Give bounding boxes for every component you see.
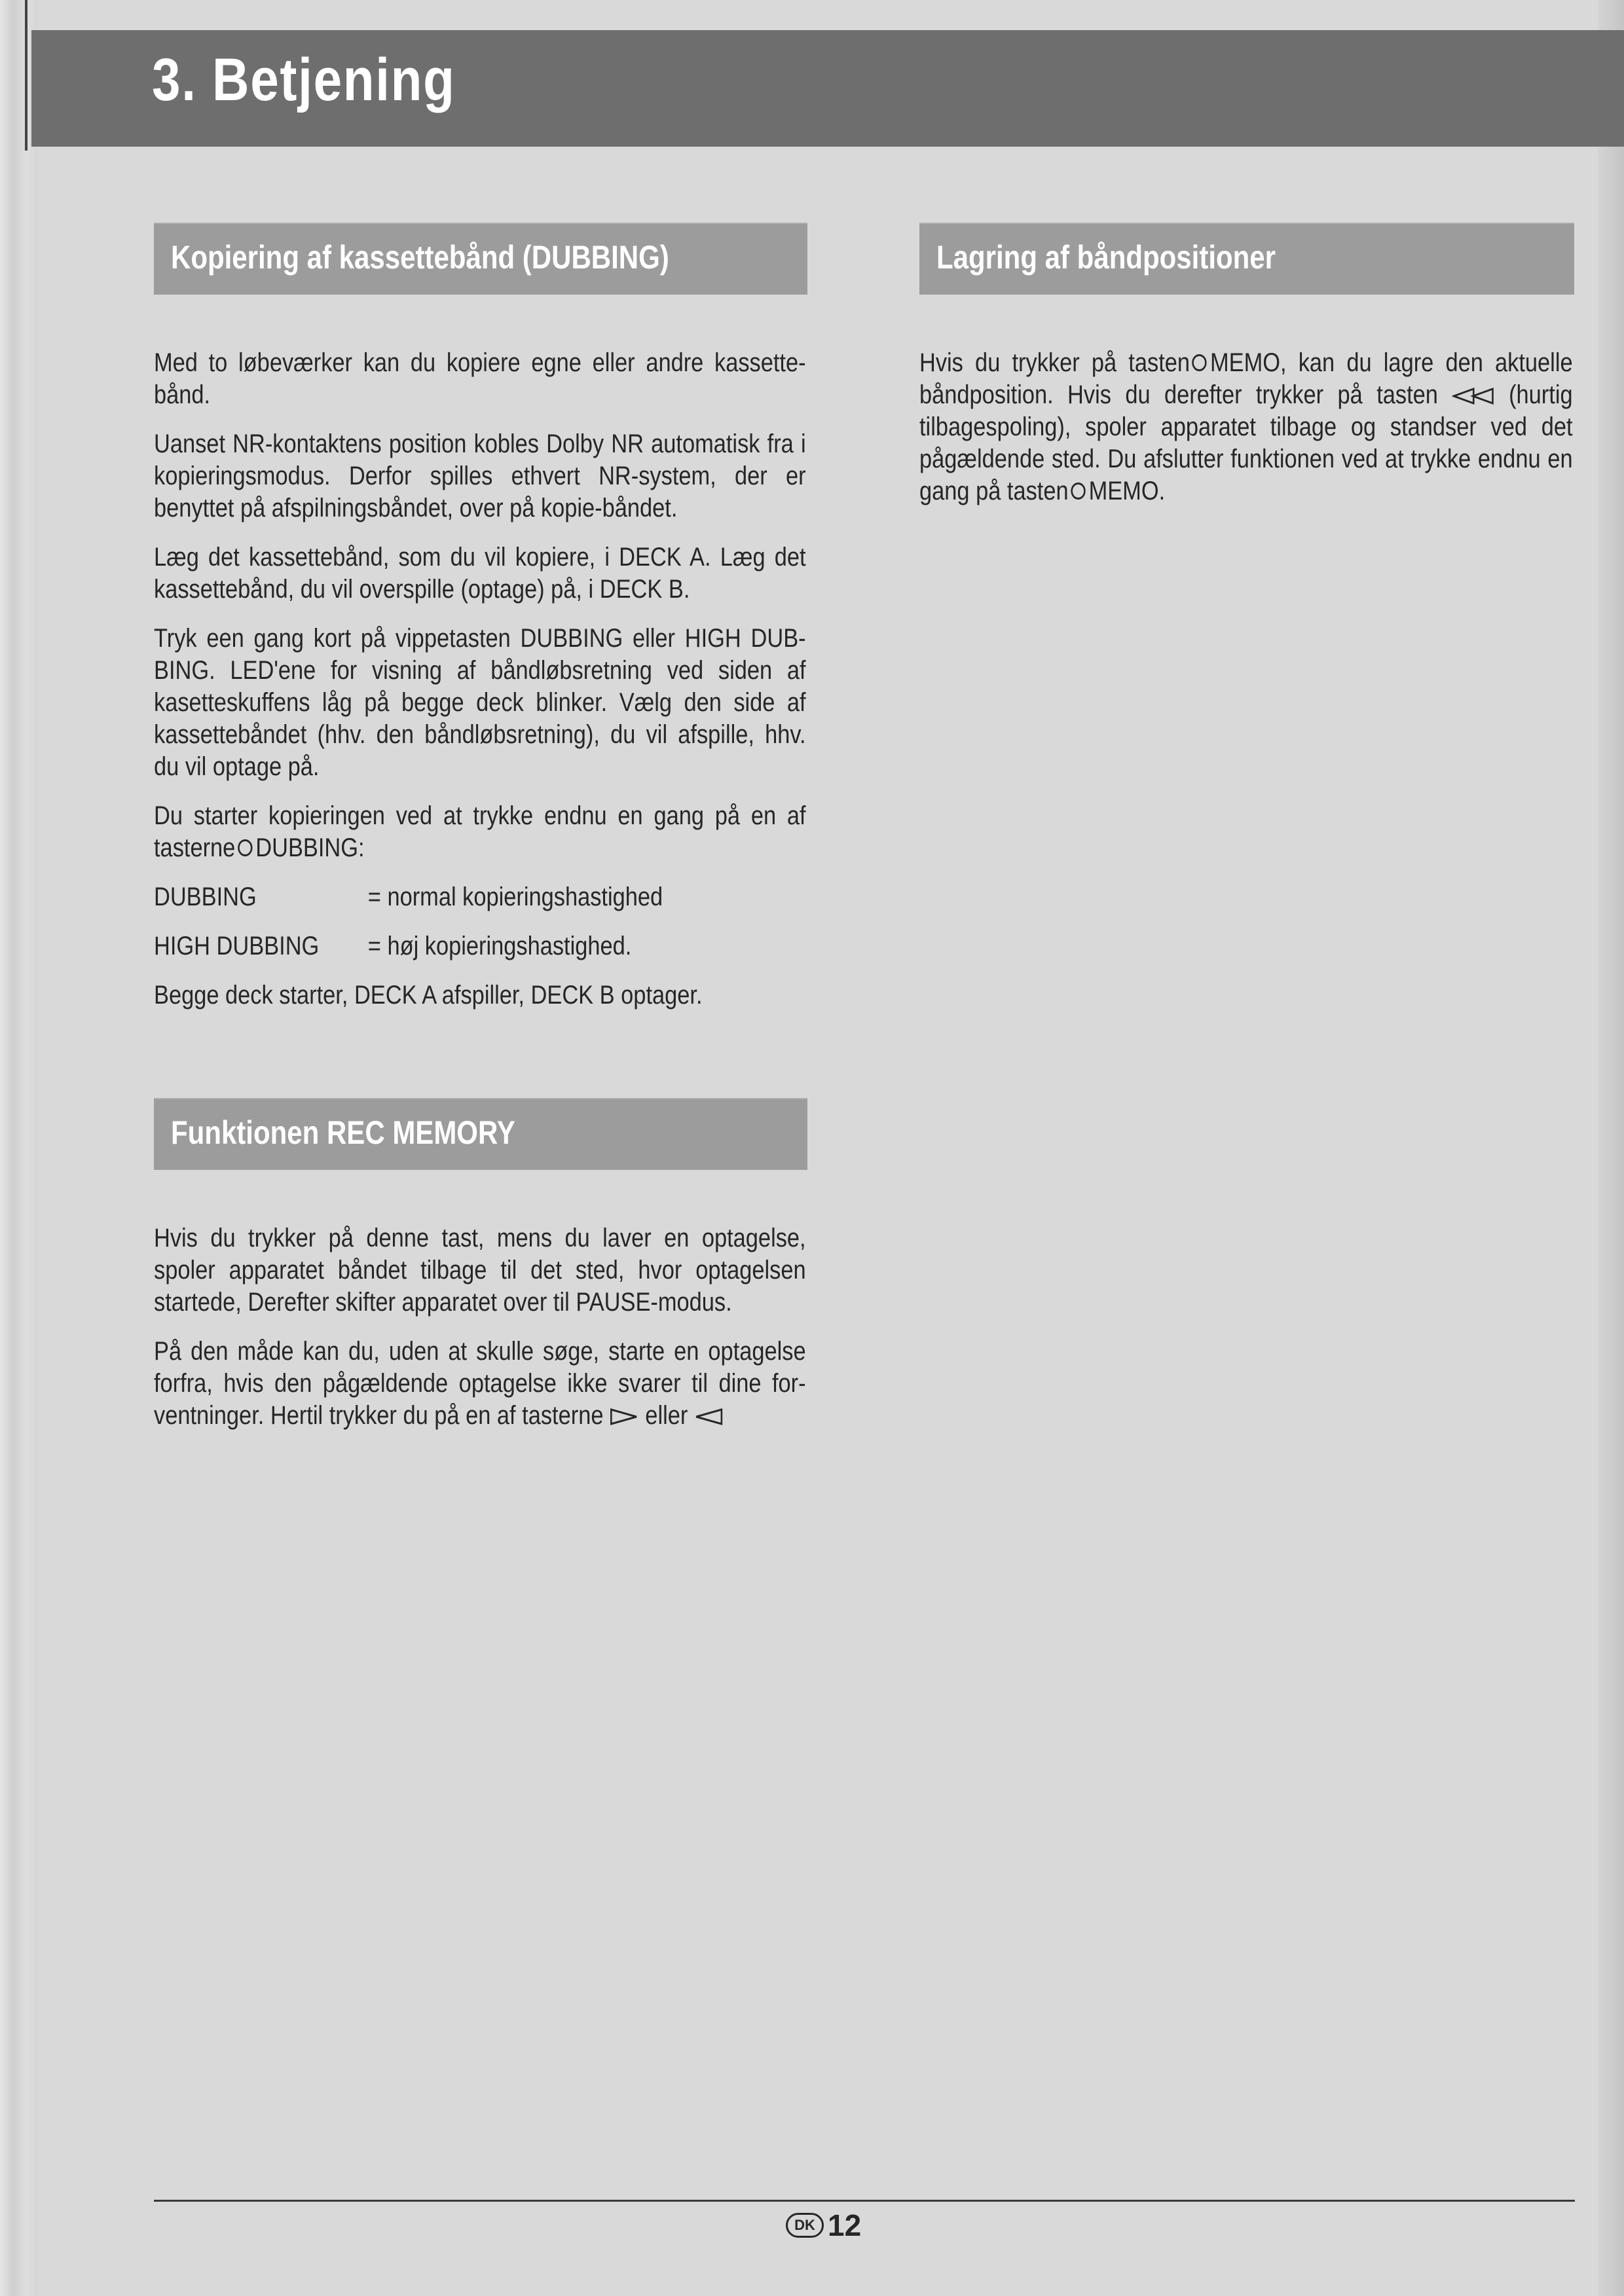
circle-button-icon <box>1192 354 1206 371</box>
paragraph <box>154 800 806 864</box>
section-header-dubbing <box>154 223 807 295</box>
paragraph: Uanset NR-kontaktens position kobles Dolby NR automatisk fra i kopieringsmodus. Derfor spilles ethvert NR-system, der er benyttet på afspilningsbåndet, over på kopie-båndet. <box>154 429 806 522</box>
language-badge: DK <box>786 2213 824 2238</box>
paragraph: Begge deck starter, DECK A afspiller, DECK B optager. <box>154 981 703 1010</box>
circle-button-icon <box>1071 483 1085 500</box>
text: På den måde kan du, uden at skulle søge, starte en optagelse forfra, hvis den pågældende optagelse ikke svarer til dine forventninger. Hertil trykker du på en af tasterne <box>154 1337 806 1430</box>
section-title-rec-memory: Funktionen REC MEMORY <box>171 1114 515 1151</box>
paragraph: Læg det kassettebånd, som du vil kopiere, i DECK A. Læg det kassettebånd, du vil overspille (optage) på, i DECK B. <box>154 543 806 604</box>
footer-rule <box>154 2200 1575 2202</box>
dubbing-body <box>154 347 807 1011</box>
speed-row-normal <box>154 881 806 913</box>
section-header-rec-memory <box>154 1098 807 1170</box>
chapter-title: 3. Betjening <box>152 46 456 113</box>
text: MEMO. <box>1088 477 1166 505</box>
play-forward-icon <box>610 1408 639 1426</box>
mode-value: = normal kopieringshastighed <box>367 883 663 911</box>
paragraph <box>154 1336 806 1432</box>
right-column <box>919 223 1574 524</box>
page-binding <box>0 0 38 2296</box>
text: eller <box>645 1401 688 1430</box>
page-number <box>786 2208 861 2243</box>
text: Hvis du trykker på tasten <box>919 348 1190 377</box>
binding-line <box>25 0 28 151</box>
page-number-value: 12 <box>828 2208 862 2242</box>
paragraph: Med to løbeværker kan du kopiere egne eller andre kassettebånd. <box>154 348 806 409</box>
paragraph: Hvis du trykker på denne tast, mens du laver en optagelse, spoler apparatet båndet tilbage til det sted, hvor optagelsen startede, Derefter skifter apparatet over til PAUSE-modus. <box>154 1224 806 1317</box>
left-column <box>154 223 807 1449</box>
play-reverse-icon <box>694 1408 724 1426</box>
section-title-positions: Lagring af båndpositioner <box>936 239 1276 276</box>
positions-body <box>919 347 1574 507</box>
paragraph: Tryk een gang kort på vippetasten DUBBING eller HIGH DUBBING. LED'ene for visning af båndløbsretning ved siden af kasetteskuffens låg på begge deck blinker. Vælg den side af kassettebåndet (hhv. den båndløbsretning), du vil afspille, hhv. du vil optage på. <box>154 624 806 781</box>
text: DUBBING: <box>255 833 365 862</box>
text: (hurtig tilbagespoling), spoler apparatet tilbage og standser ved det pågældende sted. Du afslutter funktionen ved at trykke endnu en gang på tasten <box>919 380 1573 505</box>
speed-row-high <box>154 930 806 962</box>
text: Du starter kopieringen ved at trykke endnu en gang på en af tasterne <box>154 801 806 862</box>
section-header-positions <box>919 223 1574 295</box>
mode-value: = høj kopieringshastighed. <box>367 932 632 960</box>
rec-memory-body <box>154 1222 807 1432</box>
paragraph <box>919 347 1573 507</box>
page-edge <box>1598 0 1624 2296</box>
mode-key: DUBBING <box>154 883 257 911</box>
circle-button-icon <box>238 839 252 856</box>
fast-rewind-icon <box>1452 387 1494 405</box>
mode-key: HIGH DUBBING <box>154 932 320 960</box>
text: MEMO, kan du lagre den aktuelle båndposition. Hvis du derefter trykker på tasten <box>919 348 1573 409</box>
section-title-dubbing: Kopiering af kassettebånd (DUBBING) <box>171 239 669 276</box>
